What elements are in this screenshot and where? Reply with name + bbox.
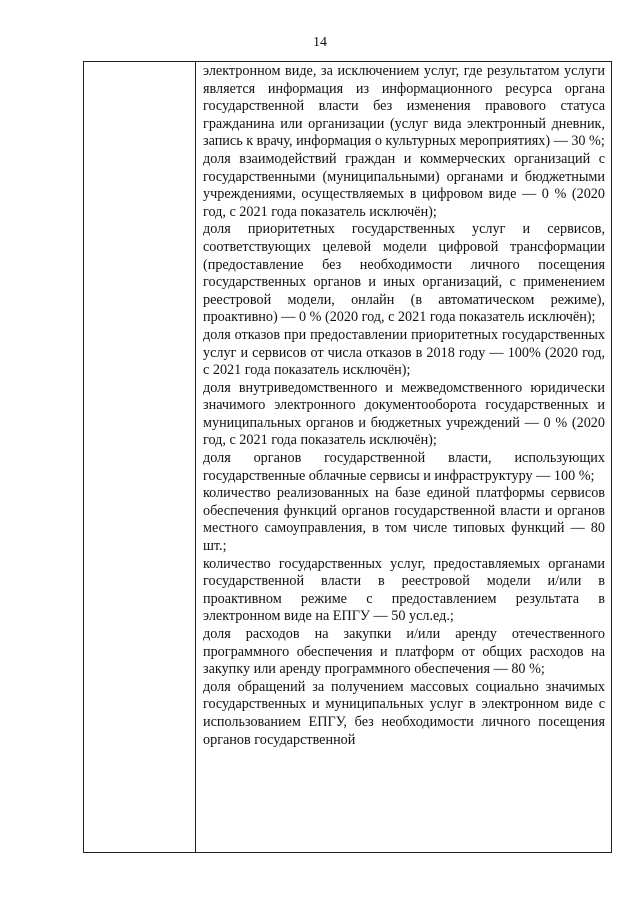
paragraph-8: количество государственных услуг, предоставляемых органами государственной власти в реестровой модели и/или в проактивном режиме с предоставлением результата в электронном виде на ЕПГУ — 50 усл.ед.; <box>203 555 605 625</box>
paragraph-6: доля органов государственной власти, использующих государственные облачные сервисы и инфраструктуру — 100 %; <box>203 450 605 484</box>
table-cell-text <box>203 63 605 749</box>
paragraph-2: доля взаимодействий граждан и коммерческих организаций с государственными (муниципальными) органами и бюджетными учреждениями, осуществляемых в цифровом виде — 0 % (2020 год, с 2021 года показатель исключён); <box>203 150 605 220</box>
paragraph-1: электронном виде, за исключением услуг, где результатом услуги является информация из информационного ресурса органа государственной власти без изменения правового статуса гражданина или организации (услуг вида электронный дневник, запись к врачу, информация о культурных мероприятиях) — 30 %; <box>203 63 605 150</box>
page-number: 14 <box>313 35 327 50</box>
paragraph-10: доля обращений за получением массовых социально значимых государственных и муниципальных услуг в электронном виде с использованием ЕПГУ, без необходимости личного посещения органов государственной <box>203 678 605 748</box>
paragraph-4: доля отказов при предоставлении приоритетных государственных услуг и сервисов от числа отказов в 2018 году — 100% (2020 год, с 2021 года показатель исключён); <box>203 326 605 379</box>
paragraph-5: доля внутриведомственного и межведомственного юридически значимого электронного документооборота государственных и муниципальных органов и бюджетных учреждений — 0 % (2020 год, с 2021 года показатель исключён); <box>203 379 605 449</box>
paragraph-7: количество реализованных на базе единой платформы сервисов обеспечения функций органов государственной власти и органов местного самоуправления, в том числе типовых функций — 80 шт.; <box>203 485 605 555</box>
paragraph-9: доля расходов на закупки и/или аренду отечественного программного обеспечения и платформ от общих расходов на закупку или аренду программного обеспечения — 80 %; <box>203 626 605 678</box>
column-divider <box>195 61 196 853</box>
paragraph-3: доля приоритетных государственных услуг и сервисов, соответствующих целевой модели цифровой трансформации (предоставление без необходимости личного посещения государственных органов и иных организаций, с применением реестровой модели, онлайн (в автоматическом режиме), проактивно) — 0 % (2020 год, с 2021 года показатель исключён); <box>203 221 605 326</box>
